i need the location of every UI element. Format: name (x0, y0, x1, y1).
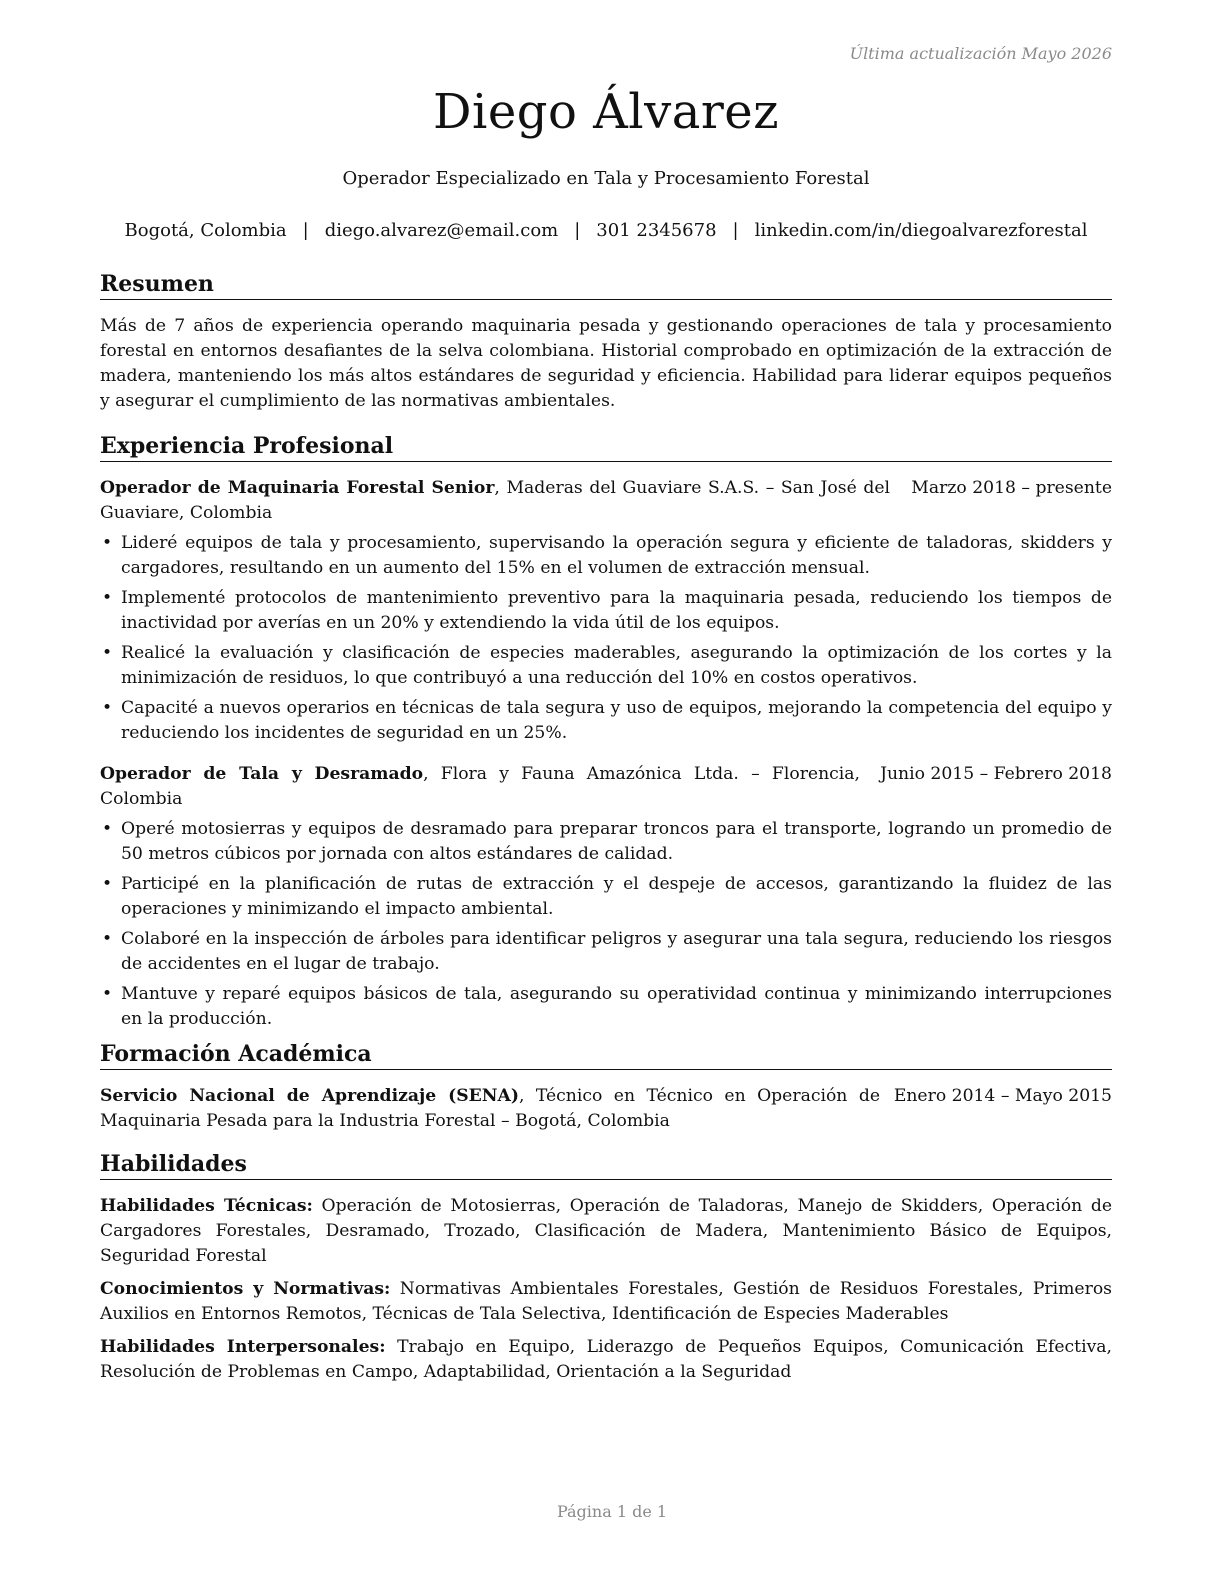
contact-separator: | (732, 220, 739, 241)
skill-group-text: Normativas Ambientales Forestales, Gestión de Residuos Forestales, Primeros Auxilios en Entornos Remotos, Técnicas de Tala Selectiva, Identificación de Especies Maderables (100, 1279, 1112, 1324)
job-company: , Maderas del Guaviare S.A.S. – San José del Guaviare, Colombia (100, 478, 890, 523)
job-header (100, 476, 1112, 526)
bullet-item (100, 696, 1112, 746)
bullet-icon: • (102, 643, 113, 663)
job-bullets (100, 817, 1112, 1032)
bullet-text: Colaboré en la inspección de árboles para identificar peligros y asegurar una tala segura, reduciendo los riesgos de accidentes en el lugar de trabajo. (121, 929, 1112, 974)
skill-group-text: Operación de Motosierras, Operación de Taladoras, Manejo de Skidders, Operación de Cargadores Forestales, Desramado, Trozado, Clasificación de Madera, Mantenimiento Básico de Equipos, Seguridad Forestal (100, 1196, 1113, 1266)
section-title-education: Formación Académica (100, 1040, 1112, 1070)
bullet-icon: • (102, 984, 113, 1004)
bullet-item (100, 641, 1112, 691)
bullet-text: Mantuve y reparé equipos básicos de tala, asegurando su operatividad continua y minimizando interrupciones en la producción. (121, 984, 1112, 1029)
contact-separator: | (302, 220, 309, 241)
headline: Operador Especializado en Tala y Procesamiento Forestal (342, 168, 870, 189)
education-institution: Servicio Nacional de Aprendizaje (SENA) (100, 1086, 519, 1106)
bullet-icon: • (102, 819, 113, 839)
candidate-name: Diego Álvarez (432, 84, 779, 140)
section-title-summary: Resumen (100, 270, 1112, 300)
page-number: Página 1 de 1 (556, 1502, 668, 1521)
contact-location: Bogotá, Colombia (124, 220, 287, 241)
bullet-text: Realicé la evaluación y clasificación de especies maderables, asegurando la optimización de los cortes y la minimización de residuos, lo que contribuyó a una reducción del 10% en costos operativos. (121, 643, 1112, 688)
job-entry (100, 476, 1112, 746)
education-detail: , Técnico en Técnico en Operación de Maquinaria Pesada para la Industria Forestal – Bogotá, Colombia (100, 1086, 880, 1131)
contact-phone: 301 2345678 (596, 220, 717, 241)
education-entry (100, 1084, 1112, 1134)
skill-group (100, 1277, 1112, 1327)
skill-group (100, 1194, 1112, 1269)
bullet-item (100, 927, 1112, 977)
resume-page (100, 0, 1112, 1584)
bullet-icon: • (102, 588, 113, 608)
bullet-icon: • (102, 929, 113, 949)
bullet-item (100, 586, 1112, 636)
job-entry (100, 762, 1112, 1032)
job-role: Operador de Maquinaria Forestal Senior (100, 478, 495, 498)
resume-content (100, 270, 1112, 1393)
bullet-text: Capacité a nuevos operarios en técnicas de tala segura y uso de equipos, mejorando la competencia del equipo y reduciendo los incidentes de seguridad en un 25%. (121, 698, 1112, 743)
last-updated: Última actualización Mayo 2026 (849, 44, 1112, 63)
section-title-skills: Habilidades (100, 1150, 1112, 1180)
bullet-icon: • (102, 533, 113, 553)
skill-group-label: Habilidades Técnicas: (100, 1196, 313, 1216)
bullet-icon: • (102, 698, 113, 718)
skill-group (100, 1335, 1112, 1385)
job-role: Operador de Tala y Desramado (100, 764, 424, 784)
skill-group-label: Habilidades Interpersonales: (100, 1337, 386, 1357)
section-title-experience: Experiencia Profesional (100, 432, 1112, 462)
contact-separator: | (574, 220, 581, 241)
skill-group-text: Trabajo en Equipo, Liderazgo de Pequeños Equipos, Comunicación Efectiva, Resolución de Problemas en Campo, Adaptabilidad, Orientación a la Seguridad (100, 1337, 1112, 1382)
bullet-item (100, 872, 1112, 922)
job-dates: Marzo 2018 – presente (911, 478, 1112, 498)
education-dates: Enero 2014 – Mayo 2015 (893, 1086, 1112, 1106)
contact-email[interactable]: diego.alvarez@email.com (324, 220, 559, 241)
contact-line (100, 220, 1112, 241)
bullet-text: Participé en la planificación de rutas de extracción y el despeje de accesos, garantizando la fluidez de las operaciones y minimizando el impacto ambiental. (121, 874, 1112, 919)
bullet-item (100, 817, 1112, 867)
job-bullets (100, 531, 1112, 746)
bullet-item (100, 982, 1112, 1032)
summary-text: Más de 7 años de experiencia operando maquinaria pesada y gestionando operaciones de tala y procesamiento forestal en entornos desafiantes de la selva colombiana. Historial comprobado en optimización de la extracción de madera, manteniendo los más altos estándares de seguridad y eficiencia. Habilidad para liderar equipos pequeños y asegurar el cumplimiento de las normativas ambientales. (100, 316, 1112, 411)
job-header (100, 762, 1112, 812)
contact-linkedin[interactable]: linkedin.com/in/diegoalvarezforestal (754, 220, 1088, 241)
bullet-text: Operé motosierras y equipos de desramado para preparar troncos para el transporte, logrando un promedio de 50 metros cúbicos por jornada con altos estándares de calidad. (121, 819, 1112, 864)
bullet-text: Lideré equipos de tala y procesamiento, supervisando la operación segura y eficiente de taladoras, skidders y cargadores, resultando en un aumento del 15% en el volumen de extracción mensual. (121, 533, 1112, 578)
bullet-icon: • (102, 874, 113, 894)
skill-group-label: Conocimientos y Normativas: (100, 1279, 391, 1299)
bullet-item (100, 531, 1112, 581)
job-dates: Junio 2015 – Febrero 2018 (880, 764, 1112, 784)
job-company: , Flora y Fauna Amazónica Ltda. – Florencia, Colombia (100, 764, 860, 809)
bullet-text: Implementé protocolos de mantenimiento preventivo para la maquinaria pesada, reduciendo los tiempos de inactividad por averías en un 20% y extendiendo la vida útil de los equipos. (121, 588, 1112, 633)
